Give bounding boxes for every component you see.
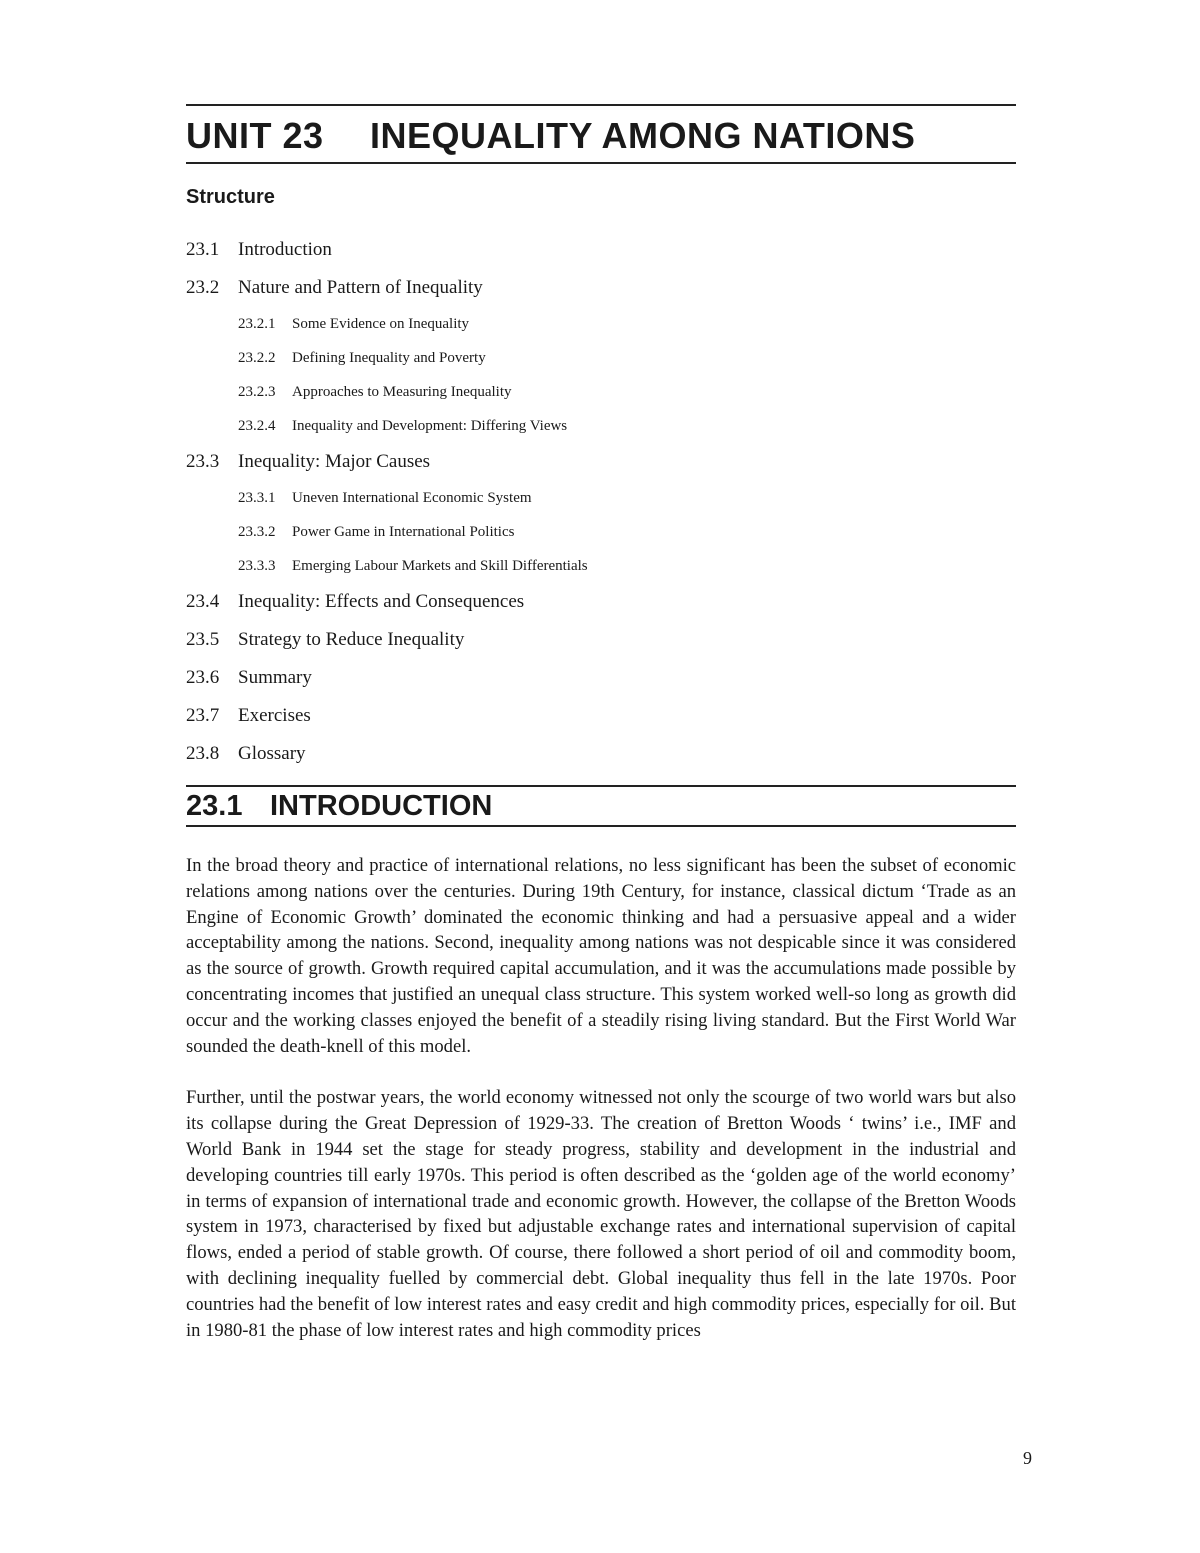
section-top-rule xyxy=(186,785,1016,787)
unit-title-text: INEQUALITY AMONG NATIONS xyxy=(370,115,916,156)
structure-heading: Structure xyxy=(186,186,275,208)
toc-item: 23.3 Inequality: Major Causes xyxy=(186,451,431,472)
structure-list xyxy=(186,231,1016,773)
toc-subitem: 23.3.1 Uneven International Economic System xyxy=(238,489,532,506)
toc-subitem: 23.2.2 Defining Inequality and Poverty xyxy=(238,349,486,366)
paragraph: Further, until the postwar years, the world economy witnessed not only the scourge of two world wars but also its collapse during the Great Depression of 1929-33. The creation of Bretton Woods ‘ twins’ i.e., IMF and World Bank in 1944 set the stage for steady progress, stability and development in the industrial and developing countries till early 1970s. This period is often described as the ‘golden age of the world economy’ in terms of expansion of international trade and economic growth. However, the collapse of the Bretton Woods system in 1973, characterised by fixed but adjustable exchange rates and international supervision of capital flows, ended a period of stable growth. Of course, there followed a short period of oil and commodity boom, with declining inequality fuelled by commercial debt. Global inequality thus fell in the late 1970s. Poor countries had the benefit of low interest rates and easy credit and high commodity prices, especially for oil. But in 1980-81 the phase of low interest rates and high commodity prices xyxy=(186,1087,1016,1341)
toc-item: 23.1 Introduction xyxy=(186,239,332,260)
toc-item: 23.6 Summary xyxy=(186,667,312,688)
toc-subitem: 23.3.3 Emerging Labour Markets and Skill Differentials xyxy=(238,557,588,574)
unit-title-underline xyxy=(186,162,1016,164)
introduction-section xyxy=(186,785,1016,1343)
section-number: 23.1 xyxy=(186,790,243,822)
toc-item: 23.5 Strategy to Reduce Inequality xyxy=(186,629,465,650)
toc-subitem: 23.2.3 Approaches to Measuring Inequality xyxy=(238,383,512,400)
page-content xyxy=(186,104,1016,1343)
toc-subitem: 23.2.4 Inequality and Development: Differing Views xyxy=(238,417,568,434)
section-bottom-rule xyxy=(186,825,1016,827)
toc-item: 23.4 Inequality: Effects and Consequences xyxy=(186,591,525,612)
toc-item: 23.8 Glossary xyxy=(186,743,306,764)
section-title-text: INTRODUCTION xyxy=(270,790,493,822)
section-title xyxy=(186,789,1016,823)
unit-number: UNIT 23 xyxy=(186,115,324,156)
toc-subitem: 23.2.1 Some Evidence on Inequality xyxy=(238,315,470,332)
unit-title xyxy=(186,116,1016,156)
toc-subitem: 23.3.2 Power Game in International Politics xyxy=(238,523,515,540)
page-number: 9 xyxy=(1023,1448,1032,1468)
top-rule xyxy=(186,104,1016,106)
toc-item: 23.2 Nature and Pattern of Inequality xyxy=(186,277,483,298)
toc-item: 23.7 Exercises xyxy=(186,705,311,726)
paragraph: In the broad theory and practice of international relations, no less significant has been the subset of economic relations among nations over the centuries. During 19th Century, for instance, classical dictum ‘Trade as an Engine of Economic Growth’ dominated the economic thinking and had a persuasive appeal and a wider acceptability among the nations. Second, inequality among nations was not despicable since it was considered as the source of growth. Growth required capital accumulation, and it was the accumulations made possible by concentrating incomes that justified an unequal class structure. This system worked well-so long as growth did occur and the working classes enjoyed the benefit of a steadily rising living standard. But the First World War sounded the death-knell of this model. xyxy=(186,855,1016,1057)
